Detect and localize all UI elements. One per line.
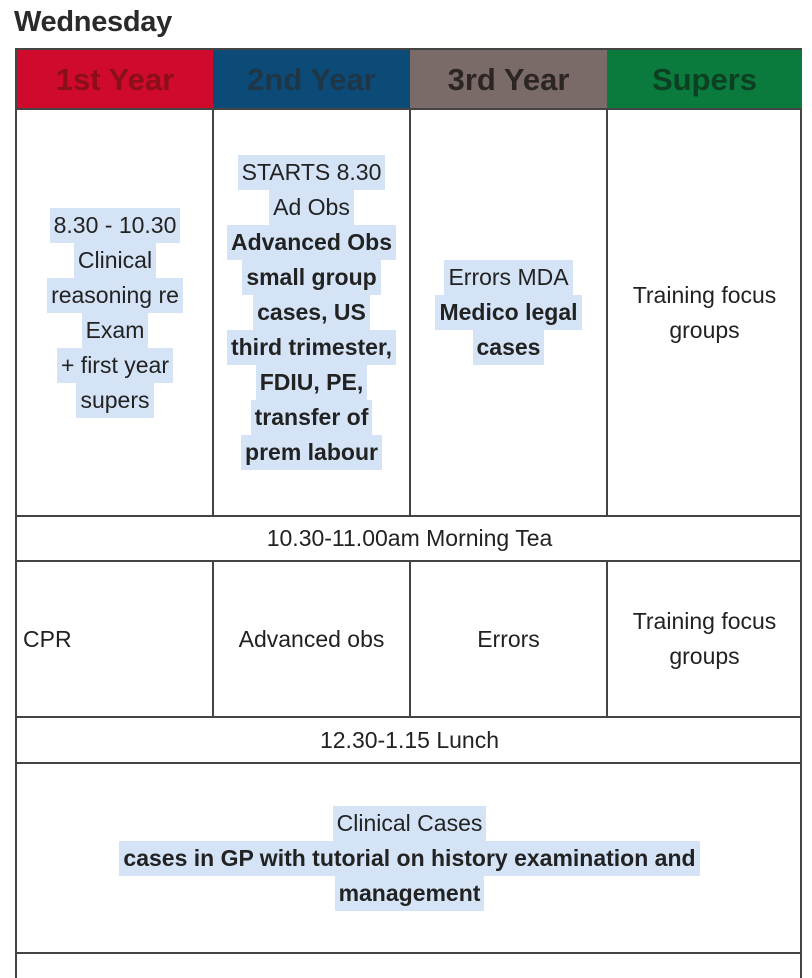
session1-y2-bold-line: third trimester, <box>227 330 396 365</box>
session1-y2-bold-line: prem labour <box>241 435 382 470</box>
col-divider <box>606 560 608 718</box>
session1-sup-line: groups <box>669 316 740 343</box>
session1-y2-bold-line: transfer of <box>251 400 373 435</box>
session1-y2-line: Ad Obs <box>269 190 354 225</box>
session1-y3-line: Errors MDA <box>444 260 572 295</box>
session1-y2-bold-line: Advanced Obs <box>227 225 396 260</box>
session2-3rd-year: Errors <box>477 625 540 652</box>
session1-y1-line: Exam <box>82 313 149 348</box>
session1-sup-line: Training focus <box>632 281 777 308</box>
row-divider <box>17 952 800 954</box>
session1-y2-bold-line: FDIU, PE, <box>256 365 368 400</box>
session2-2nd-year: Advanced obs <box>238 625 385 652</box>
session3-bold-line: management <box>335 876 485 911</box>
lunch: 12.30-1.15 Lunch <box>319 726 500 753</box>
session1-y1-line: + first year <box>57 348 173 383</box>
session1-y2-line: STARTS 8.30 <box>238 155 386 190</box>
session1-y1-line: supers <box>76 383 153 418</box>
header-3rd-year: 3rd Year <box>410 50 607 108</box>
col-divider <box>212 560 214 718</box>
session1-2nd-year <box>213 110 410 515</box>
session2-1st-year: CPR <box>23 625 72 652</box>
timetable <box>15 48 802 978</box>
session3-title: Clinical Cases <box>333 806 487 841</box>
header-1st-year: 1st Year <box>17 50 213 108</box>
header-supers: Supers <box>607 50 802 108</box>
col-divider <box>212 108 214 517</box>
session3-bold-line: cases in GP with tutorial on history examination and <box>119 841 699 876</box>
col-divider <box>409 560 411 718</box>
session1-y1-line: Clinical <box>74 243 156 278</box>
col-divider <box>606 108 608 517</box>
session1-3rd-year <box>410 110 607 515</box>
session1-supers <box>607 110 802 515</box>
morning-tea: 10.30-11.00am Morning Tea <box>266 525 553 551</box>
session1-y3-bold-line: Medico legal <box>435 295 581 330</box>
session2-sup-line: Training focus <box>632 608 777 634</box>
session3-all-years <box>17 764 802 952</box>
session1-y1-line: reasoning re <box>47 278 183 313</box>
session1-1st-year <box>17 110 213 515</box>
header-2nd-year: 2nd Year <box>213 50 410 108</box>
session1-y2-bold-line: cases, US <box>253 295 370 330</box>
session1-y2-bold-line: small group <box>242 260 380 295</box>
day-title: Wednesday <box>14 6 172 38</box>
session2-supers <box>607 562 802 716</box>
session1-y3-bold-line: cases <box>473 330 545 365</box>
session2-sup-line: groups <box>669 643 740 669</box>
session1-y1-line: 8.30 - 10.30 <box>50 208 181 243</box>
col-divider <box>409 108 411 517</box>
